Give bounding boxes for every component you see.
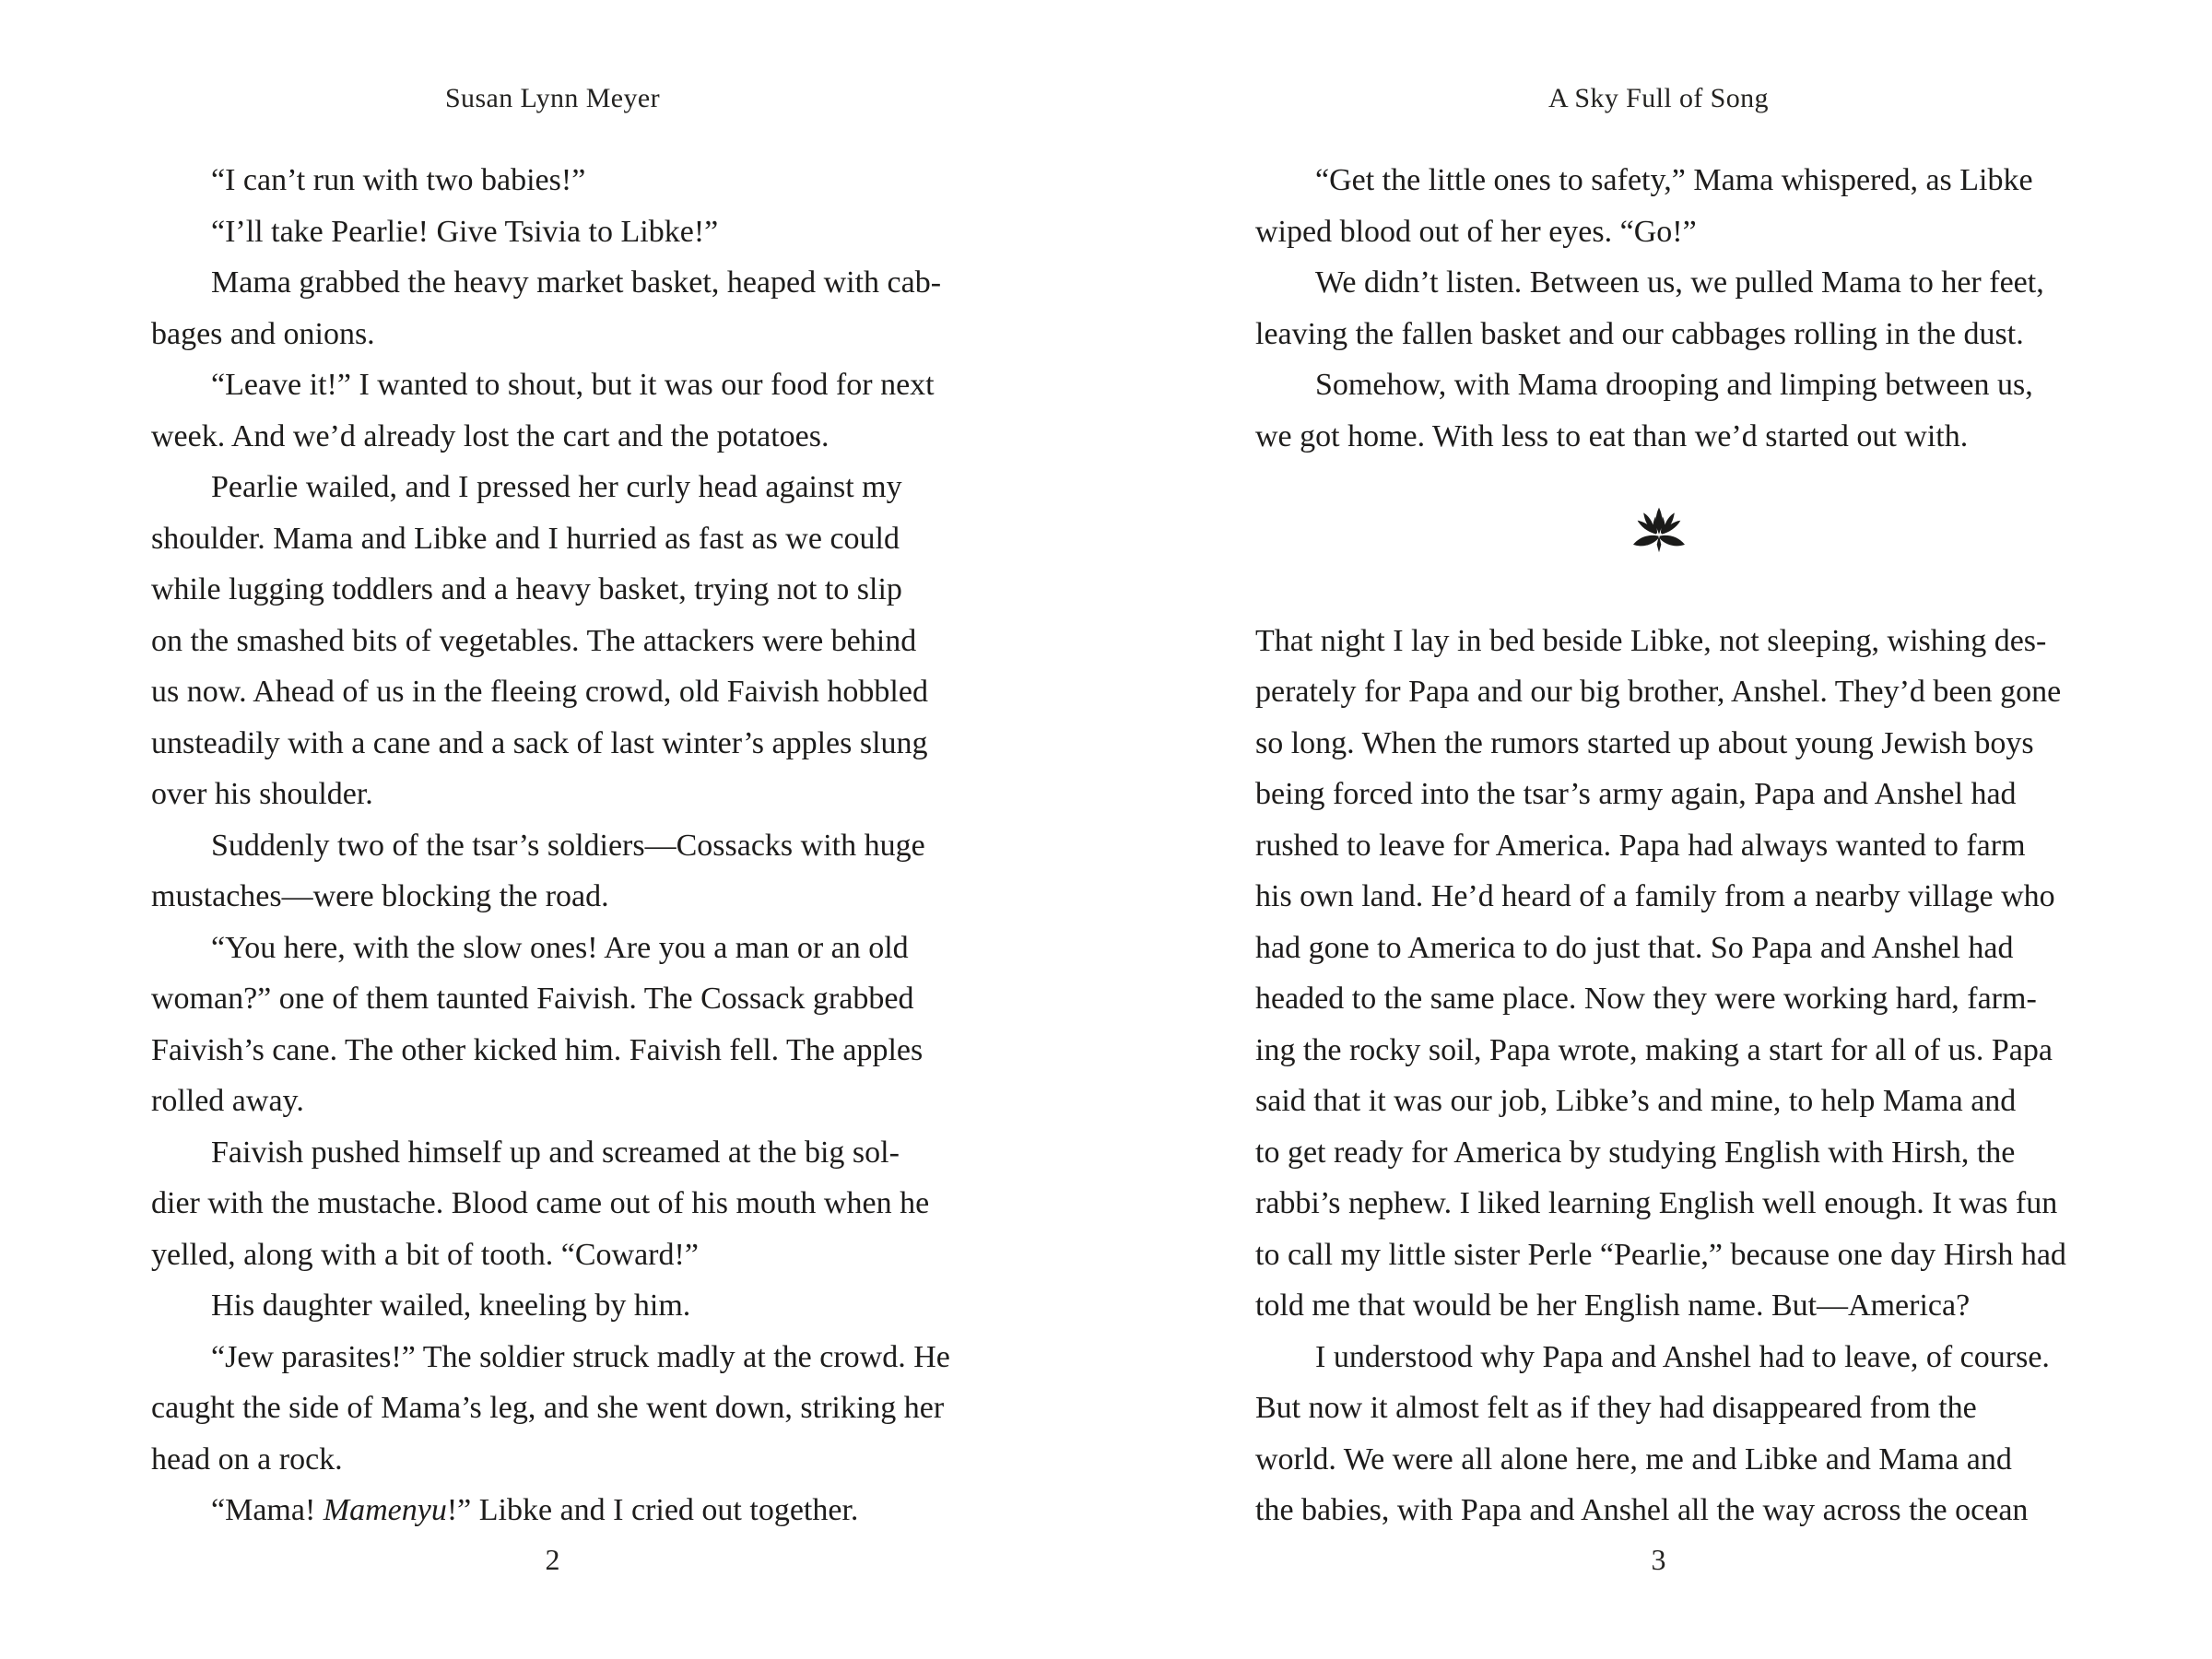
text-line: had gone to America to do just that. So Papa and Anshel had <box>1255 930 2014 965</box>
text-line: caught the side of Mama’s leg, and she went down, striking her <box>151 1391 945 1425</box>
text-line: We didn’t listen. Between us, we pulled Mama to her feet, <box>1315 265 2044 300</box>
left-page-text-block <box>151 155 954 1536</box>
text-line: “You here, with the slow ones! Are you a man or an old <box>211 930 909 965</box>
text-line: rabbi’s nephew. I liked learning English well enough. It was fun <box>1255 1186 2058 1220</box>
text-line: perately for Papa and our big brother, Anshel. They’d been gone <box>1255 675 2062 709</box>
text-line: his own land. He’d heard of a family from a nearby village who <box>1255 879 2055 913</box>
text-line: That night I lay in bed beside Libke, not sleeping, wishing des- <box>1255 623 2047 658</box>
text-line: the babies, with Papa and Anshel all the way across the ocean <box>1255 1493 2029 1527</box>
text-line: “Mama! Mamenyu!” Libke and I cried out together. <box>211 1493 859 1527</box>
text-line: dier with the mustache. Blood came out of his mouth when he <box>151 1186 930 1220</box>
text-line: Suddenly two of the tsar’s soldiers—Cossacks with huge <box>211 828 925 863</box>
text-line: told me that would be her English name. But—America? <box>1255 1288 1971 1323</box>
text-line: unsteadily with a cane and a sack of last winter’s apples slung <box>151 725 928 760</box>
lotus-fleuron-icon <box>1633 506 1685 554</box>
text-line: ing the rocky soil, Papa wrote, making a start for all of us. Papa <box>1255 1032 2053 1067</box>
text-line: But now it almost felt as if they had disappeared from the <box>1255 1391 1977 1425</box>
text-line: being forced into the tsar’s army again, Papa and Anshel had <box>1255 777 2017 811</box>
text-line: mustaches—were blocking the road. <box>151 879 609 913</box>
right-page-text-block-bottom <box>1255 616 2066 1536</box>
text-line: Faivish pushed himself up and screamed at the big sol- <box>211 1135 900 1170</box>
text-line: “Leave it!” I wanted to shout, but it was our food for next <box>211 368 935 402</box>
text-line: head on a rock. <box>151 1441 343 1477</box>
text-line: wiped blood out of her eyes. “Go!” <box>1255 214 1697 249</box>
text-line: we got home. With less to eat than we’d started out with. <box>1255 418 1969 453</box>
text-line: Somehow, with Mama drooping and limping between us, <box>1315 368 2033 402</box>
text-line: headed to the same place. Now they were working hard, farm- <box>1255 982 2037 1016</box>
text-line: “I’ll take Pearlie! Give Tsivia to Libke!” <box>211 214 719 249</box>
text-line: us now. Ahead of us in the fleeing crowd, old Faivish hobbled <box>151 675 928 709</box>
text-line: leaving the fallen basket and our cabbages rolling in the dust. <box>1255 316 2024 351</box>
running-head-title: A Sky Full of Song <box>1548 83 1769 113</box>
text-line: rolled away. <box>151 1084 304 1118</box>
text-line: week. And we’d already lost the cart and the potatoes. <box>151 418 830 453</box>
text-line: to call my little sister Perle “Pearlie,” because one day Hirsh had <box>1255 1237 2066 1272</box>
text-line: I understood why Papa and Anshel had to leave, of course. <box>1315 1339 2050 1374</box>
right-page-text-block-top <box>1255 155 2062 462</box>
text-line: said that it was our job, Libke’s and mine, to help Mama and <box>1255 1084 2017 1118</box>
text-line: bages and onions. <box>151 316 375 351</box>
text-line: “I can’t run with two babies!” <box>211 163 586 197</box>
text-line: Faivish’s cane. The other kicked him. Faivish fell. The apples <box>151 1032 924 1067</box>
text-line: His daughter wailed, kneeling by him. <box>211 1288 691 1323</box>
text-line: shoulder. Mama and Libke and I hurried as fast as we could <box>151 521 900 556</box>
text-line: Pearlie wailed, and I pressed her curly head against my <box>211 470 902 504</box>
text-line: woman?” one of them taunted Faivish. The Cossack grabbed <box>151 982 914 1016</box>
right-page-number: 3 <box>1651 1543 1666 1576</box>
text-line: “Jew parasites!” The soldier struck madly at the crowd. He <box>211 1339 950 1374</box>
text-line: so long. When the rumors started up about young Jewish boys <box>1255 725 2034 760</box>
text-line: to get ready for America by studying English with Hirsh, the <box>1255 1135 2016 1170</box>
text-line: while lugging toddlers and a heavy basket, trying not to slip <box>151 572 902 606</box>
text-line: “Get the little ones to safety,” Mama whispered, as Libke <box>1315 163 2033 197</box>
text-line: Mama grabbed the heavy market basket, heaped with cab- <box>211 265 942 300</box>
left-page-number: 2 <box>545 1543 560 1576</box>
text-line: world. We were all alone here, me and Libke and Mama and <box>1255 1441 2012 1477</box>
text-line: yelled, along with a bit of tooth. “Coward!” <box>151 1237 699 1272</box>
text-line: on the smashed bits of vegetables. The attackers were behind <box>151 623 917 658</box>
text-line: over his shoulder. <box>151 777 373 811</box>
running-head-author: Susan Lynn Meyer <box>444 83 661 113</box>
text-line: rushed to leave for America. Papa had always wanted to farm <box>1255 828 2026 863</box>
